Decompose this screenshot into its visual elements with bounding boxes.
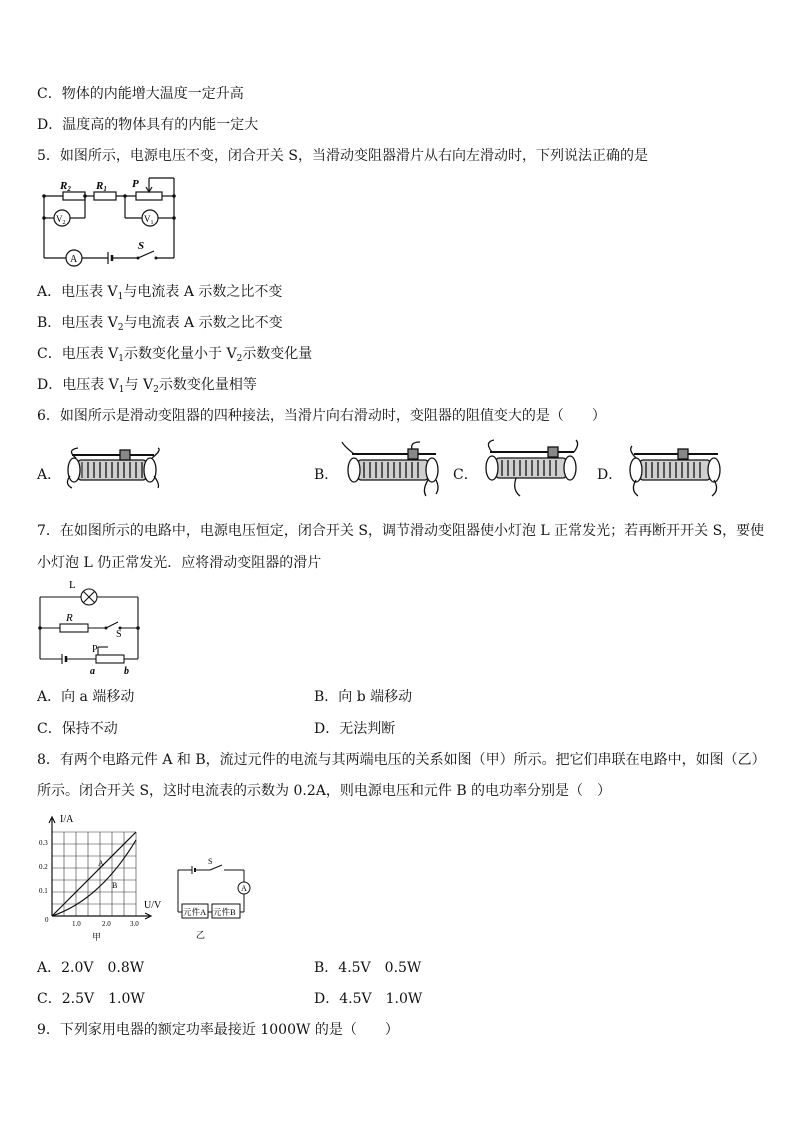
graph-ytick-0.3: 0.3 (39, 839, 48, 847)
curve-a-label: A (98, 859, 104, 868)
q7-option-c: C．保持不动 (37, 721, 118, 737)
q8-option-a: A．2.0V 0.8W (37, 960, 145, 976)
q8-stem-line-1: 8．有两个电路元件 A 和 B，流过元件的电流与其两端电压的关系如图（甲）所示。把它们串联在电路中，如图（乙） (37, 752, 766, 768)
q8-graph-jia (30, 810, 170, 944)
yi-ammeter-label: A (241, 884, 247, 893)
q7-stem-line-1: 7．在如图所示的电路中，电源电压恒定，闭合开关 S，调节滑动变阻器使小灯泡 L 正常发光；若再断开开关 S，要使 (37, 523, 765, 539)
q5-option-c: C．电压表 $V_1$示数变化量小于 $V_2$示数变化量 (37, 346, 313, 364)
graph-xtick-1.0: 1.0 (72, 920, 81, 928)
slider-p-label-q7: P (92, 644, 98, 655)
yi-switch-s-label: S (208, 857, 213, 866)
q6-label-b: B． (314, 467, 339, 483)
rheostat-image-a (62, 446, 168, 496)
lamp-l-label: L (69, 579, 76, 591)
graph-ytick-0.1: 0.1 (39, 887, 48, 895)
q5-option-d: D．电压表 $V_1$与 $V_2$示数变化量相等 (37, 377, 257, 395)
q8-option-b: B．4.5V 0.5W (314, 960, 422, 976)
circuit-caption-yi: 乙 (196, 930, 206, 940)
q5-option-a: A．电压表 $V_1$与电流表 A 示数之比不变 (37, 284, 283, 302)
q6-label-c: C． (453, 467, 478, 483)
q5-stem: 5．如图所示，电源电压不变，闭合开关 S，当滑动变阻器滑片从右向左滑动时，下列说法正确的是 (37, 148, 648, 164)
rheostat-image-c (476, 438, 586, 498)
yi-element-b-label: 元件B (213, 907, 236, 917)
graph-xtick-2.0: 2.0 (102, 920, 111, 928)
q6-label-a: A． (37, 467, 62, 483)
q7-option-b: B．向 b 端移动 (314, 689, 413, 705)
q7-option-a: A．向 a 端移动 (37, 689, 135, 705)
end-a-label: a (90, 666, 95, 677)
q7-option-d: D．无法判断 (314, 721, 396, 737)
q4-option-c: C．物体的内能增大温度一定升高 (37, 86, 244, 102)
graph-ytick-0.2: 0.2 (39, 863, 48, 871)
q5-option-b: B．电压表 $V_2$与电流表 A 示数之比不变 (37, 315, 283, 333)
q8-stem-line-2: 所示。闭合开关 S，这时电流表的示数为 0.2A，则电源电压和元件 B 的电功率分别是（ ） (37, 783, 612, 799)
rheostat-image-d (620, 444, 730, 498)
graph-y-axis-label: I/A (60, 814, 74, 825)
q9-stem: 9．下列家用电器的额定功率最接近 1000W 的是（ ） (37, 1022, 399, 1038)
q5-circuit-diagram (38, 172, 184, 272)
ammeter-label: A (70, 254, 78, 265)
q8-option-d: D．4.5V 1.0W (314, 991, 423, 1007)
slider-p-label: P (132, 178, 139, 190)
end-b-label: b (124, 666, 129, 677)
curve-b-label: B (112, 881, 118, 890)
q7-circuit-diagram (36, 577, 146, 677)
q4-option-d: D．温度高的物体具有的内能一定大 (37, 117, 259, 133)
q7-stem-line-2: 小灯泡 L 仍正常发光．应将滑动变阻器的滑片 (37, 555, 322, 571)
resistor-r-label: R (66, 612, 73, 624)
v2-meter-label: $V_2$ (56, 214, 66, 226)
r2-label: R2 (60, 180, 71, 193)
q8-option-c: C．2.5V 1.0W (37, 991, 145, 1007)
q6-label-d: D． (597, 467, 623, 483)
v1-meter-label: $V_1$ (144, 214, 154, 226)
switch-s-label: S (138, 240, 145, 252)
rheostat-image-b (340, 440, 448, 498)
graph-caption-jia: 甲 (92, 932, 102, 942)
q6-stem: 6．如图所示是滑动变阻器的四种接法，当滑片向右滑动时，变阻器的阻值变大的是（ ） (37, 408, 606, 424)
q8-circuit-yi (172, 856, 256, 942)
graph-xtick-3.0: 3.0 (130, 920, 139, 928)
yi-element-a-label: 元件A (183, 907, 207, 917)
graph-x-axis-label: U/V (144, 900, 162, 911)
r1-label: R1 (96, 180, 107, 193)
switch-s-label-q7: S (116, 629, 122, 640)
graph-origin: 0 (45, 916, 49, 924)
